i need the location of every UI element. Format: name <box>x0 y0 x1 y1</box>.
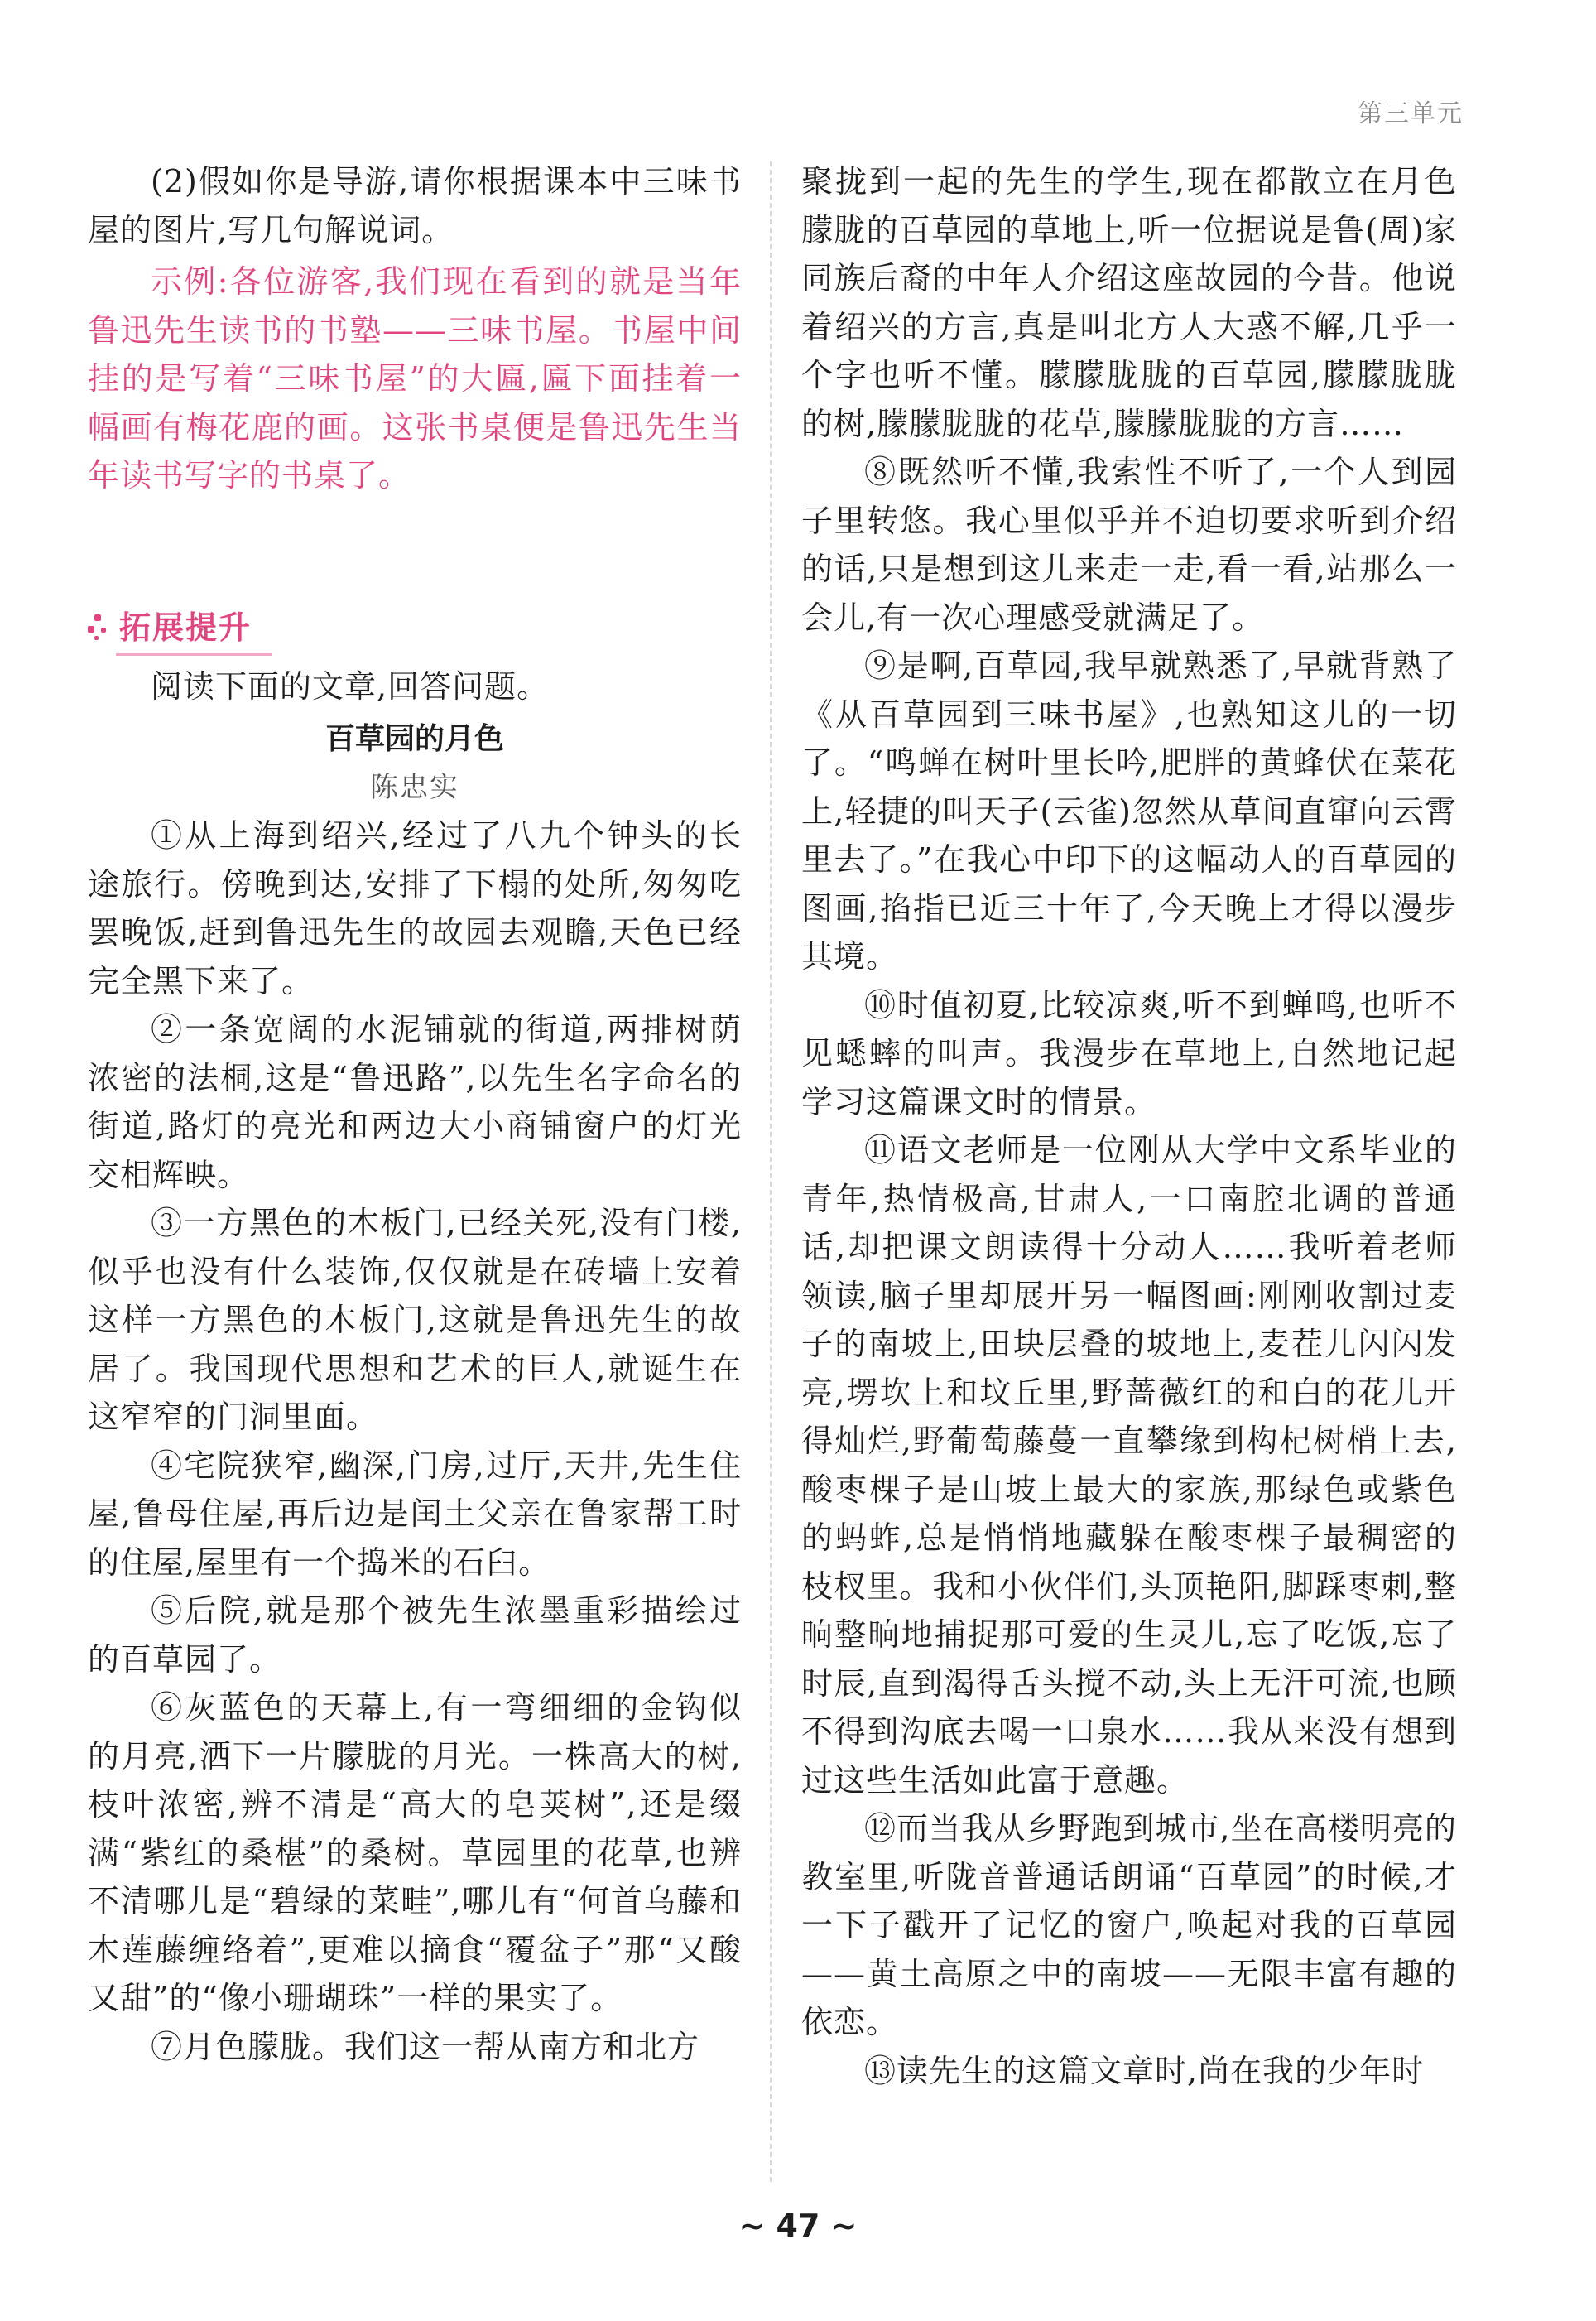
paragraph-4: ④宅院狭窄,幽深,门房,过厅,天井,先生住屋,鲁母住屋,再后边是闰土父亲在鲁家帮工时的住屋,屋里有一个捣米的石臼。 <box>88 1447 742 1581</box>
paragraph-9: ⑨是啊,百草园,我早就熟悉了,早就背熟了《从百草园到三味书屋》,也熟知这儿的一切了。“鸣蝉在树叶里长吟,肥胖的黄蜂伏在菜花上,轻捷的叫天子(云雀)忽然从草间直窜向云霄里去了。”在我心中印下的这幅动人的百草园的图画,掐指已近三十年了,今天晚上才得以漫步其境。 <box>801 648 1457 975</box>
paragraph-10: ⑩时值初夏,比较凉爽,听不到蝉鸣,也听不见蟋蟀的叫声。我漫步在草地上,自然地记起学习这篇课文时的情景。 <box>801 986 1457 1120</box>
sample-answer: 示例:各位游客,我们现在看到的就是当年鲁迅先生读书的书塾——三味书屋。书屋中间挂的是写着“三味书屋”的大匾,匾下面挂着一幅画有梅花鹿的画。这张书桌便是鲁迅先生当年读书写字的书桌了。 <box>88 263 742 494</box>
section-heading <box>88 598 742 656</box>
section-title: 拓展提升 <box>116 600 263 652</box>
paragraph-7: ⑦月色朦胧。我们这一帮从南方和北方 <box>151 2028 700 2065</box>
paragraph-13: ⑬读先生的这篇文章时,尚在我的少年时 <box>864 2052 1425 2089</box>
left-column <box>88 157 742 2071</box>
paragraph-5: ⑤后院,就是那个被先生浓墨重彩描绘过的百草园了。 <box>88 1592 742 1678</box>
paragraph-6: ⑥灰蓝色的天幕上,有一弯细细的金钩似的月亮,洒下一片朦胧的月光。一株高大的树,枝叶浓密,辨不清是“高大的皂荚树”,还是缀满“紫红的桑椹”的桑树。草园里的花草,也辨不清哪儿是“碧绿的菜畦”,哪儿有“何首乌藤和木莲藤缠络着”,更难以摘食“覆盆子”那“又酸又甜”的“像小珊瑚珠”一样的果实了。 <box>88 1689 742 2016</box>
article-title: 百草园的月色 <box>324 722 504 756</box>
paragraph-1: ①从上海到绍兴,经过了八九个钟头的长途旅行。傍晚到达,安排了下榻的处所,匆匆吃罢晚饭,赶到鲁迅先生的故园去观瞻,天色已经完全黑下来了。 <box>88 817 742 999</box>
question-2: (2)假如你是导游,请你根据课本中三味书屋的图片,写几句解说词。 <box>88 163 742 248</box>
paragraph-8: ⑧既然听不懂,我索性不听了,一个人到园子里转悠。我心里似乎并不迫切要求听到介绍的话,只是想到这儿来走一走,看一看,站那么一会儿,有一次心理感受就满足了。 <box>801 454 1457 636</box>
article-author: 陈忠实 <box>370 771 459 804</box>
paragraph-2: ②一条宽阔的水泥铺就的街道,两排树荫浓密的法桐,这是“鲁迅路”,以先生名字命名的街道,路灯的亮光和两边大小商铺窗户的灯光交相辉映。 <box>88 1011 742 1193</box>
paragraph-7-continued: 聚拢到一起的先生的学生,现在都散立在月色朦胧的百草园的草地上,听一位据说是鲁(周)家同族后裔的中年人介绍这座故园的今昔。他说着绍兴的方言,真是叫北方人大惑不解,几乎一个字也听不懂。朦朦胧胧的百草园,朦朦胧胧的树,朦朦胧胧的花草,朦朦胧胧的方言…… <box>801 163 1457 442</box>
instruction: 阅读下面的文章,回答问题。 <box>151 667 550 705</box>
right-column <box>801 157 1457 2095</box>
page-number: ~ 47 ~ <box>738 2208 858 2244</box>
paragraph-3: ③一方黑色的木板门,已经关死,没有门楼,似乎也没有什么装饰,仅仅就是在砖墙上安着这样一方黑色的木板门,这就是鲁迅先生的故居了。我国现代思想和艺术的巨人,就诞生在这窄窄的门洞里面。 <box>88 1205 742 1435</box>
column-divider <box>770 161 772 2182</box>
paragraph-12: ⑫而当我从乡野跑到城市,坐在高楼明亮的教室里,听陇音普通话朗诵“百草园”的时候,才一下子戳开了记忆的窗户,唤起对我的百草园——黄土高原之中的南坡——无限丰富有趣的依恋。 <box>801 1810 1457 2040</box>
paragraph-11: ⑪语文老师是一位刚从大学中文系毕业的青年,热情极高,甘肃人,一口南腔北调的普通话,却把课文朗读得十分动人……我听着老师领读,脑子里却展开另一幅图画:刚刚收割过麦子的南坡上,田块层叠的坡地上,麦茬儿闪闪发亮,塄坎上和坟丘里,野蔷薇红的和白的花儿开得灿烂,野葡萄藤蔓一直攀缘到构杞树梢上去,酸枣棵子是山坡上最大的家族,那绿色或紫色的蚂蚱,总是悄悄地藏躲在酸枣棵子最稠密的枝杈里。我和小伙伴们,头顶艳阳,脚踩枣刺,整晌整晌地捕捉那可爱的生灵儿,忘了吃饭,忘了时辰,直到渴得舌头搅不动,头上无汗可流,也顾不得到沟底去喝一口泉水……我从来没有想到过这些生活如此富于意趣。 <box>801 1132 1457 1799</box>
unit-label: 第三单元 <box>1358 99 1464 128</box>
section-dots-icon <box>88 606 116 648</box>
